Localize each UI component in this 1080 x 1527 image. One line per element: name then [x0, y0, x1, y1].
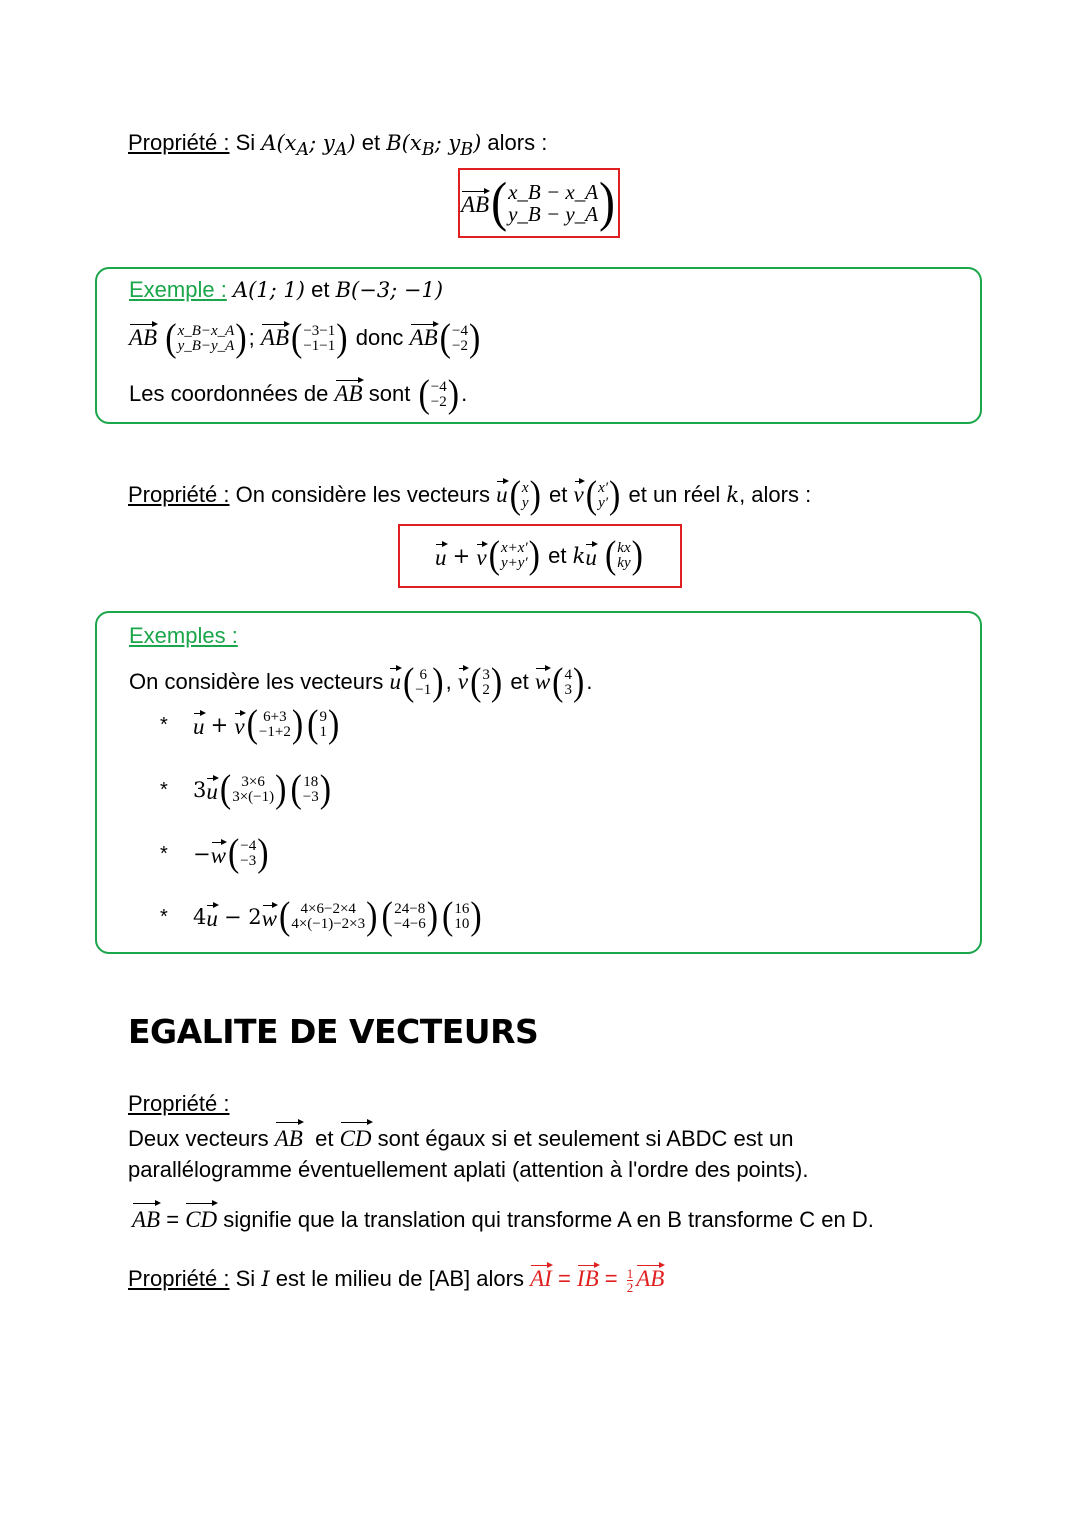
- text: On considère les vecteurs: [235, 482, 490, 507]
- text: sont égaux si et seulement si ABDC est un: [377, 1126, 794, 1151]
- text: et: [548, 543, 567, 568]
- column-vector: ( −4 −2 ): [439, 317, 481, 360]
- text: Si: [235, 130, 256, 155]
- text: ,: [445, 669, 452, 694]
- vector-v: v: [458, 665, 468, 695]
- property-label: Propriété :: [128, 482, 230, 507]
- example-line: [129, 661, 593, 704]
- point-b: $B(x_B$; $y_B$): [386, 131, 482, 161]
- equals: =: [557, 1266, 571, 1291]
- column-vector: ( x_B−x_A y_B−y_A ): [165, 317, 247, 360]
- bullet: *: [160, 713, 168, 736]
- coord: 6: [419, 667, 428, 684]
- coord: 4: [564, 667, 572, 684]
- equals: =: [166, 1207, 180, 1232]
- text: , alors :: [739, 482, 812, 507]
- column-vector: ( −3−1 −1−1 ): [291, 317, 348, 360]
- column-vector: ( 24−8 −4−6 ): [381, 895, 439, 938]
- vector-ib: IB: [577, 1262, 599, 1292]
- coord: y: [521, 495, 529, 512]
- example-line: [129, 277, 443, 303]
- text: Les coordonnées de: [129, 381, 329, 406]
- vector-w: w: [262, 902, 277, 932]
- coord: −3−1: [303, 323, 336, 340]
- coord: y′: [598, 495, 609, 512]
- scalar-k: k: [726, 483, 740, 507]
- minus: −: [193, 842, 211, 866]
- denominator: 2: [626, 1279, 634, 1295]
- coefficient: − 2: [224, 905, 262, 929]
- text: et: [315, 1126, 334, 1151]
- text: .: [586, 669, 593, 694]
- column-vector: ( 4 3 ): [552, 661, 585, 704]
- vector-ab: AB: [410, 321, 438, 351]
- text: et: [311, 277, 330, 302]
- column-vector: ( 4×6−2×4 4×(−1)−2×3 ): [278, 895, 378, 938]
- coord: −1−1: [303, 338, 336, 355]
- vector-w: w: [535, 665, 550, 695]
- coord: 3×6: [241, 774, 265, 790]
- coord: 6+3: [263, 709, 287, 725]
- vector-ab: AB: [275, 1119, 303, 1154]
- property-label: Propriété :: [128, 1266, 230, 1291]
- vector-u: u: [585, 541, 597, 571]
- vector-u: u: [389, 665, 401, 695]
- vector-u: u: [206, 902, 218, 932]
- point-b: B(−3; −1): [335, 278, 444, 302]
- vector-ai: AI: [530, 1262, 552, 1292]
- text: On considère les vecteurs: [129, 669, 384, 694]
- vector-ab: AB: [461, 188, 489, 218]
- coord: x′: [598, 480, 609, 497]
- coord: −1: [415, 682, 432, 699]
- property-vector-operations: [128, 474, 812, 517]
- coord: x+x′: [500, 540, 528, 556]
- vector-u: u: [496, 478, 508, 508]
- coord: −4: [430, 379, 447, 396]
- example-line: [129, 373, 468, 416]
- column-vector: ( −4 −2 ): [418, 373, 460, 416]
- text: et: [510, 669, 529, 694]
- vector-u: u: [206, 775, 218, 805]
- coord: y_B−y_A: [177, 338, 235, 355]
- property-label: Propriété :: [128, 130, 230, 155]
- example-line: [129, 623, 238, 649]
- column-vector: ( x′ y′ ): [585, 474, 621, 517]
- vector-v: v: [476, 541, 486, 571]
- property-ab-coordinates: [128, 130, 547, 160]
- coord: y+y′: [500, 555, 528, 571]
- coord: 3: [482, 667, 490, 684]
- text: ;: [248, 325, 255, 350]
- formula-box: [398, 524, 682, 588]
- text: .: [461, 381, 468, 406]
- bullet: *: [160, 905, 168, 928]
- point-i: I: [261, 1267, 270, 1291]
- point-a: $A(x_A$; $y_A$): [261, 131, 356, 161]
- vector-ab: AB: [261, 321, 289, 351]
- plus: +: [452, 544, 471, 568]
- coord: −4: [452, 323, 468, 340]
- text: et: [549, 482, 568, 507]
- text: Si: [235, 1266, 256, 1291]
- column-vector: ( −4 −3 ): [227, 832, 269, 875]
- formula-box: [458, 168, 620, 238]
- example-line: [129, 317, 482, 360]
- example-box-1: [95, 267, 982, 424]
- vector-ab: AB: [335, 377, 363, 407]
- coord: 10: [454, 916, 470, 932]
- text: et: [361, 130, 381, 155]
- vector-ab: AB: [132, 1200, 160, 1235]
- column-vector: ( x y ): [509, 474, 541, 517]
- property-label: Propriété :: [128, 1091, 230, 1116]
- coord: −1+2: [258, 724, 291, 740]
- text: et un réel: [628, 482, 721, 507]
- coord: 4×6−2×4: [300, 901, 356, 917]
- coord: x: [521, 480, 529, 497]
- coord: 16: [454, 901, 470, 917]
- column-vector: ( kx ky ): [604, 534, 643, 577]
- example-label: Exemple :: [129, 277, 227, 302]
- column-vector: ( 6 −1 ): [402, 661, 444, 704]
- coord: x_B − x_A: [508, 180, 599, 204]
- vector-cd: CD: [185, 1200, 217, 1235]
- column-vector: ( 6+3 −1+2 ): [246, 703, 304, 746]
- coord: −2: [430, 394, 447, 411]
- scalar-k: k: [572, 544, 586, 568]
- example-label: Exemples :: [129, 623, 238, 648]
- coefficient: 4: [193, 905, 207, 929]
- coord: ky: [617, 555, 631, 571]
- property-midpoint: [128, 1262, 664, 1294]
- text: sont: [368, 381, 411, 406]
- coord: 4×(−1)−2×3: [291, 916, 366, 932]
- property-vector-equality: [128, 1088, 874, 1235]
- column-vector: ( 3 2 ): [470, 661, 503, 704]
- coord: 18: [303, 774, 319, 790]
- vector-cd: CD: [340, 1119, 372, 1154]
- vector-ab: AB: [129, 321, 157, 351]
- vector-u: u: [435, 541, 447, 571]
- coord: −4: [240, 838, 257, 854]
- vector-v: v: [234, 710, 244, 740]
- plus: +: [210, 713, 229, 737]
- text: alors :: [487, 130, 548, 155]
- bullet: *: [160, 842, 168, 865]
- section-heading: EGALITE DE VECTEURS: [128, 1012, 539, 1051]
- column-vector: ( x_B − x_A y_B − y_A ): [491, 171, 616, 233]
- example-item: [160, 703, 341, 746]
- coord: 3×(−1): [232, 789, 275, 805]
- vector-w: w: [211, 839, 226, 869]
- coord: 9: [319, 709, 327, 725]
- vector-u: u: [193, 710, 205, 740]
- column-vector: ( 16 10 ): [442, 895, 482, 938]
- coord: kx: [617, 540, 631, 556]
- coord: 3: [564, 682, 572, 699]
- text: est le milieu de [AB] alors: [275, 1266, 524, 1291]
- equals: =: [604, 1266, 618, 1291]
- example-item: [160, 768, 333, 811]
- text: Deux vecteurs: [128, 1126, 269, 1151]
- column-vector: ( 18 −3 ): [290, 768, 332, 811]
- coord: 2: [482, 682, 490, 699]
- coord: −4−6: [393, 916, 426, 932]
- bullet: *: [160, 778, 168, 801]
- fraction-one-half: [626, 1267, 635, 1294]
- example-item: [160, 832, 271, 875]
- example-item: [160, 895, 484, 938]
- coord: 1: [319, 724, 327, 740]
- text: signifie que la translation qui transforme A en B transforme C en D.: [223, 1207, 874, 1232]
- vector-v: v: [574, 478, 584, 508]
- coord: y_B − y_A: [508, 202, 599, 226]
- coord: −2: [452, 338, 468, 355]
- column-vector: ( 3×6 3×(−1) ): [219, 768, 287, 811]
- text: donc: [355, 325, 404, 350]
- coord: x_B−x_A: [177, 323, 235, 340]
- coefficient: 3: [193, 778, 207, 802]
- coord: −3: [302, 789, 319, 805]
- coord: −3: [240, 853, 257, 869]
- coord: 24−8: [394, 901, 426, 917]
- text: parallélogramme éventuellement aplati (attention à l'ordre des points).: [128, 1157, 809, 1182]
- numerator: 1: [626, 1265, 634, 1281]
- column-vector: ( x+x′ y+y′ ): [488, 534, 540, 577]
- vector-ab: AB: [636, 1262, 664, 1292]
- point-a: A(1; 1): [232, 278, 305, 302]
- column-vector: ( 9 1 ): [307, 703, 340, 746]
